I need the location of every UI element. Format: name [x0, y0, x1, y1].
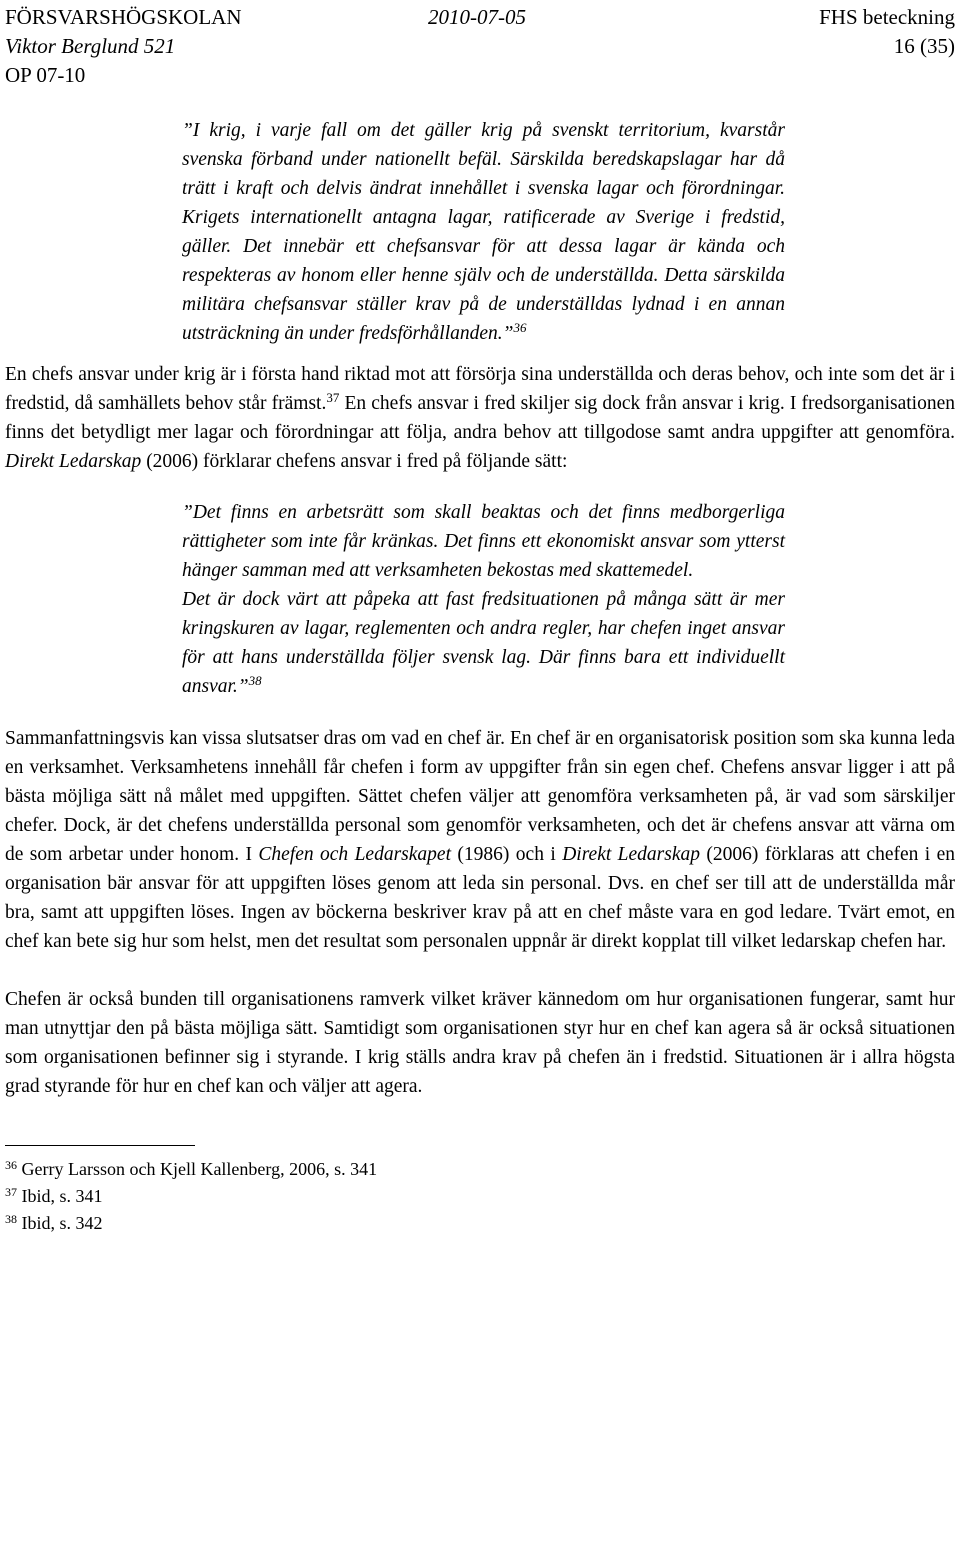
footnote-text: Ibid, s. 341: [17, 1186, 103, 1206]
footnote-item: [5, 1156, 955, 1183]
footnote-number: 36: [5, 1158, 17, 1172]
paragraph-2-text-c: (2006) förklaras att chefen i en organisation bär ansvar för att uppgiften löses genom att leda sin personal. Dvs. en chef ser till att de underställda mår bra, samt att uppgiften löses. Ingen av böckerna beskriver krav på att en chef måste vara en god ledare. Tvärt emot, en chef kan bete sig hur som helst, men det resultat som personalen uppnår är direkt kopplat till vilket ledarskap chefen har.: [5, 844, 956, 952]
footnote-ref-38: 38: [248, 673, 262, 688]
book-title: Direkt Ledarskap: [562, 844, 701, 865]
quote-2-text-b: Det är dock värt att påpeka att fast fredsituationen på många sätt är mer kringskuren av lagar, reglementen och andra regler, har chefen inget ansvar för att hans underställda följer svensk lag. Där finns bara ett individuellt ansvar.”: [182, 589, 785, 697]
page-number: 16 (35): [893, 34, 955, 58]
footnotes: [5, 1156, 955, 1237]
paragraph-1-text-b: En chefs ansvar i fred skiljer sig dock från ansvar i krig. I fredsorganisationen finns det betydligt mer lagar och förordningar att följa, andra behov att tillgodose samt andra uppgifter att genomföra.: [5, 393, 955, 443]
paragraph-2-text-a: Sammanfattningsvis kan vissa slutsatser dras om vad en chef är. En chef är en organisatorisk position som ska kunna leda en verksamhet. Verksamhetens innehåll får chefen i form av uppgifter från sin egen chef. Chefens ansvar ligger i att på bästa möjliga sätt nå målet med uppgiften. Sättet chefen väljer att genomföra verksamheten på, är vad som särskiljer chefer. Dock, är det chefens underställda personal som genomför verksamheten, och det är chefens ansvar att värna om de som arbetar under honom. I: [5, 728, 955, 865]
paragraph-1-text-c: (2006) förklarar chefens ansvar i fred på följande sätt:: [141, 451, 568, 472]
quote-1-text: ”I krig, i varje fall om det gäller krig på svenskt territorium, kvarstår svenska förband under nationellt befäl. Särskilda beredskapslagar har då trätt i kraft och delvis ändrat innehållet i svenska lagar och förordningar. Krigets internationellt antagna lagar, ratificerade av Sverige i fredstid, gäller. Det innebär ett chefsansvar för att dessa lagar är kända och respekteras av honom eller henne själv och de underställda. Detta särskilda militära chefsansvar ställer krav på de underställdas lydnad i en annan utsträckning än under fredsförhållanden.”: [182, 120, 785, 344]
footnote-text: Gerry Larsson och Kjell Kallenberg, 2006, s. 341: [17, 1159, 378, 1179]
page-content: [5, 116, 955, 1237]
footnote-number: 38: [5, 1212, 17, 1226]
book-title: Direkt Ledarskap: [5, 451, 142, 472]
block-quote-1: [182, 116, 785, 348]
footnote-item: [5, 1210, 955, 1237]
paragraph-3: Chefen är också bunden till organisationens ramverk vilket kräver kännedom om hur organisationen fungerar, samt hur man utnyttjar den på bästa möjliga sätt. Samtidigt som organisationen styr hur en chef kan agera så är också situationen som organisationen befinner sig i styrande. I krig ställs andra krav på chefen än i fredstid. Situationen är i allra högsta grad styrande för hur en chef kan och väljer att agera.: [5, 989, 955, 1097]
footnote-separator: [5, 1145, 195, 1146]
paragraph-1: [5, 360, 955, 476]
block-quote-2: [182, 498, 785, 701]
paragraph-2-text-b: (1986) och i: [451, 844, 563, 865]
header-course: OP 07-10: [5, 63, 86, 87]
school-name: FÖRSVARSHÖGSKOLAN: [5, 5, 242, 29]
footnote-text: Ibid, s. 342: [17, 1213, 103, 1233]
header-author: Viktor Berglund 521: [5, 34, 176, 58]
paragraph-2: [5, 724, 955, 956]
page-header: [5, 3, 955, 90]
footnote-ref-37: 37: [326, 390, 340, 405]
footnote-number: 37: [5, 1185, 17, 1199]
footnote-item: [5, 1183, 955, 1210]
footnote-ref-36: 36: [513, 320, 527, 335]
paragraph-1-text-a: En chefs ansvar under krig är i första hand riktad mot att försörja sina underställda och deras behov, och inte som det är i fredstid, då samhällets behov står främst.: [5, 364, 955, 414]
book-title: Chefen och Ledarskapet: [258, 844, 451, 865]
header-date: 2010-07-05: [428, 5, 526, 29]
quote-2-text-a: ”Det finns en arbetsrätt som skall beaktas och det finns medborgerliga rättigheter som inte får kränkas. Det finns ett ekonomiskt ansvar som ytterst hänger samman med att verksamheten bekostas med skattemedel.: [182, 502, 785, 581]
header-designation: FHS beteckning: [819, 5, 955, 29]
